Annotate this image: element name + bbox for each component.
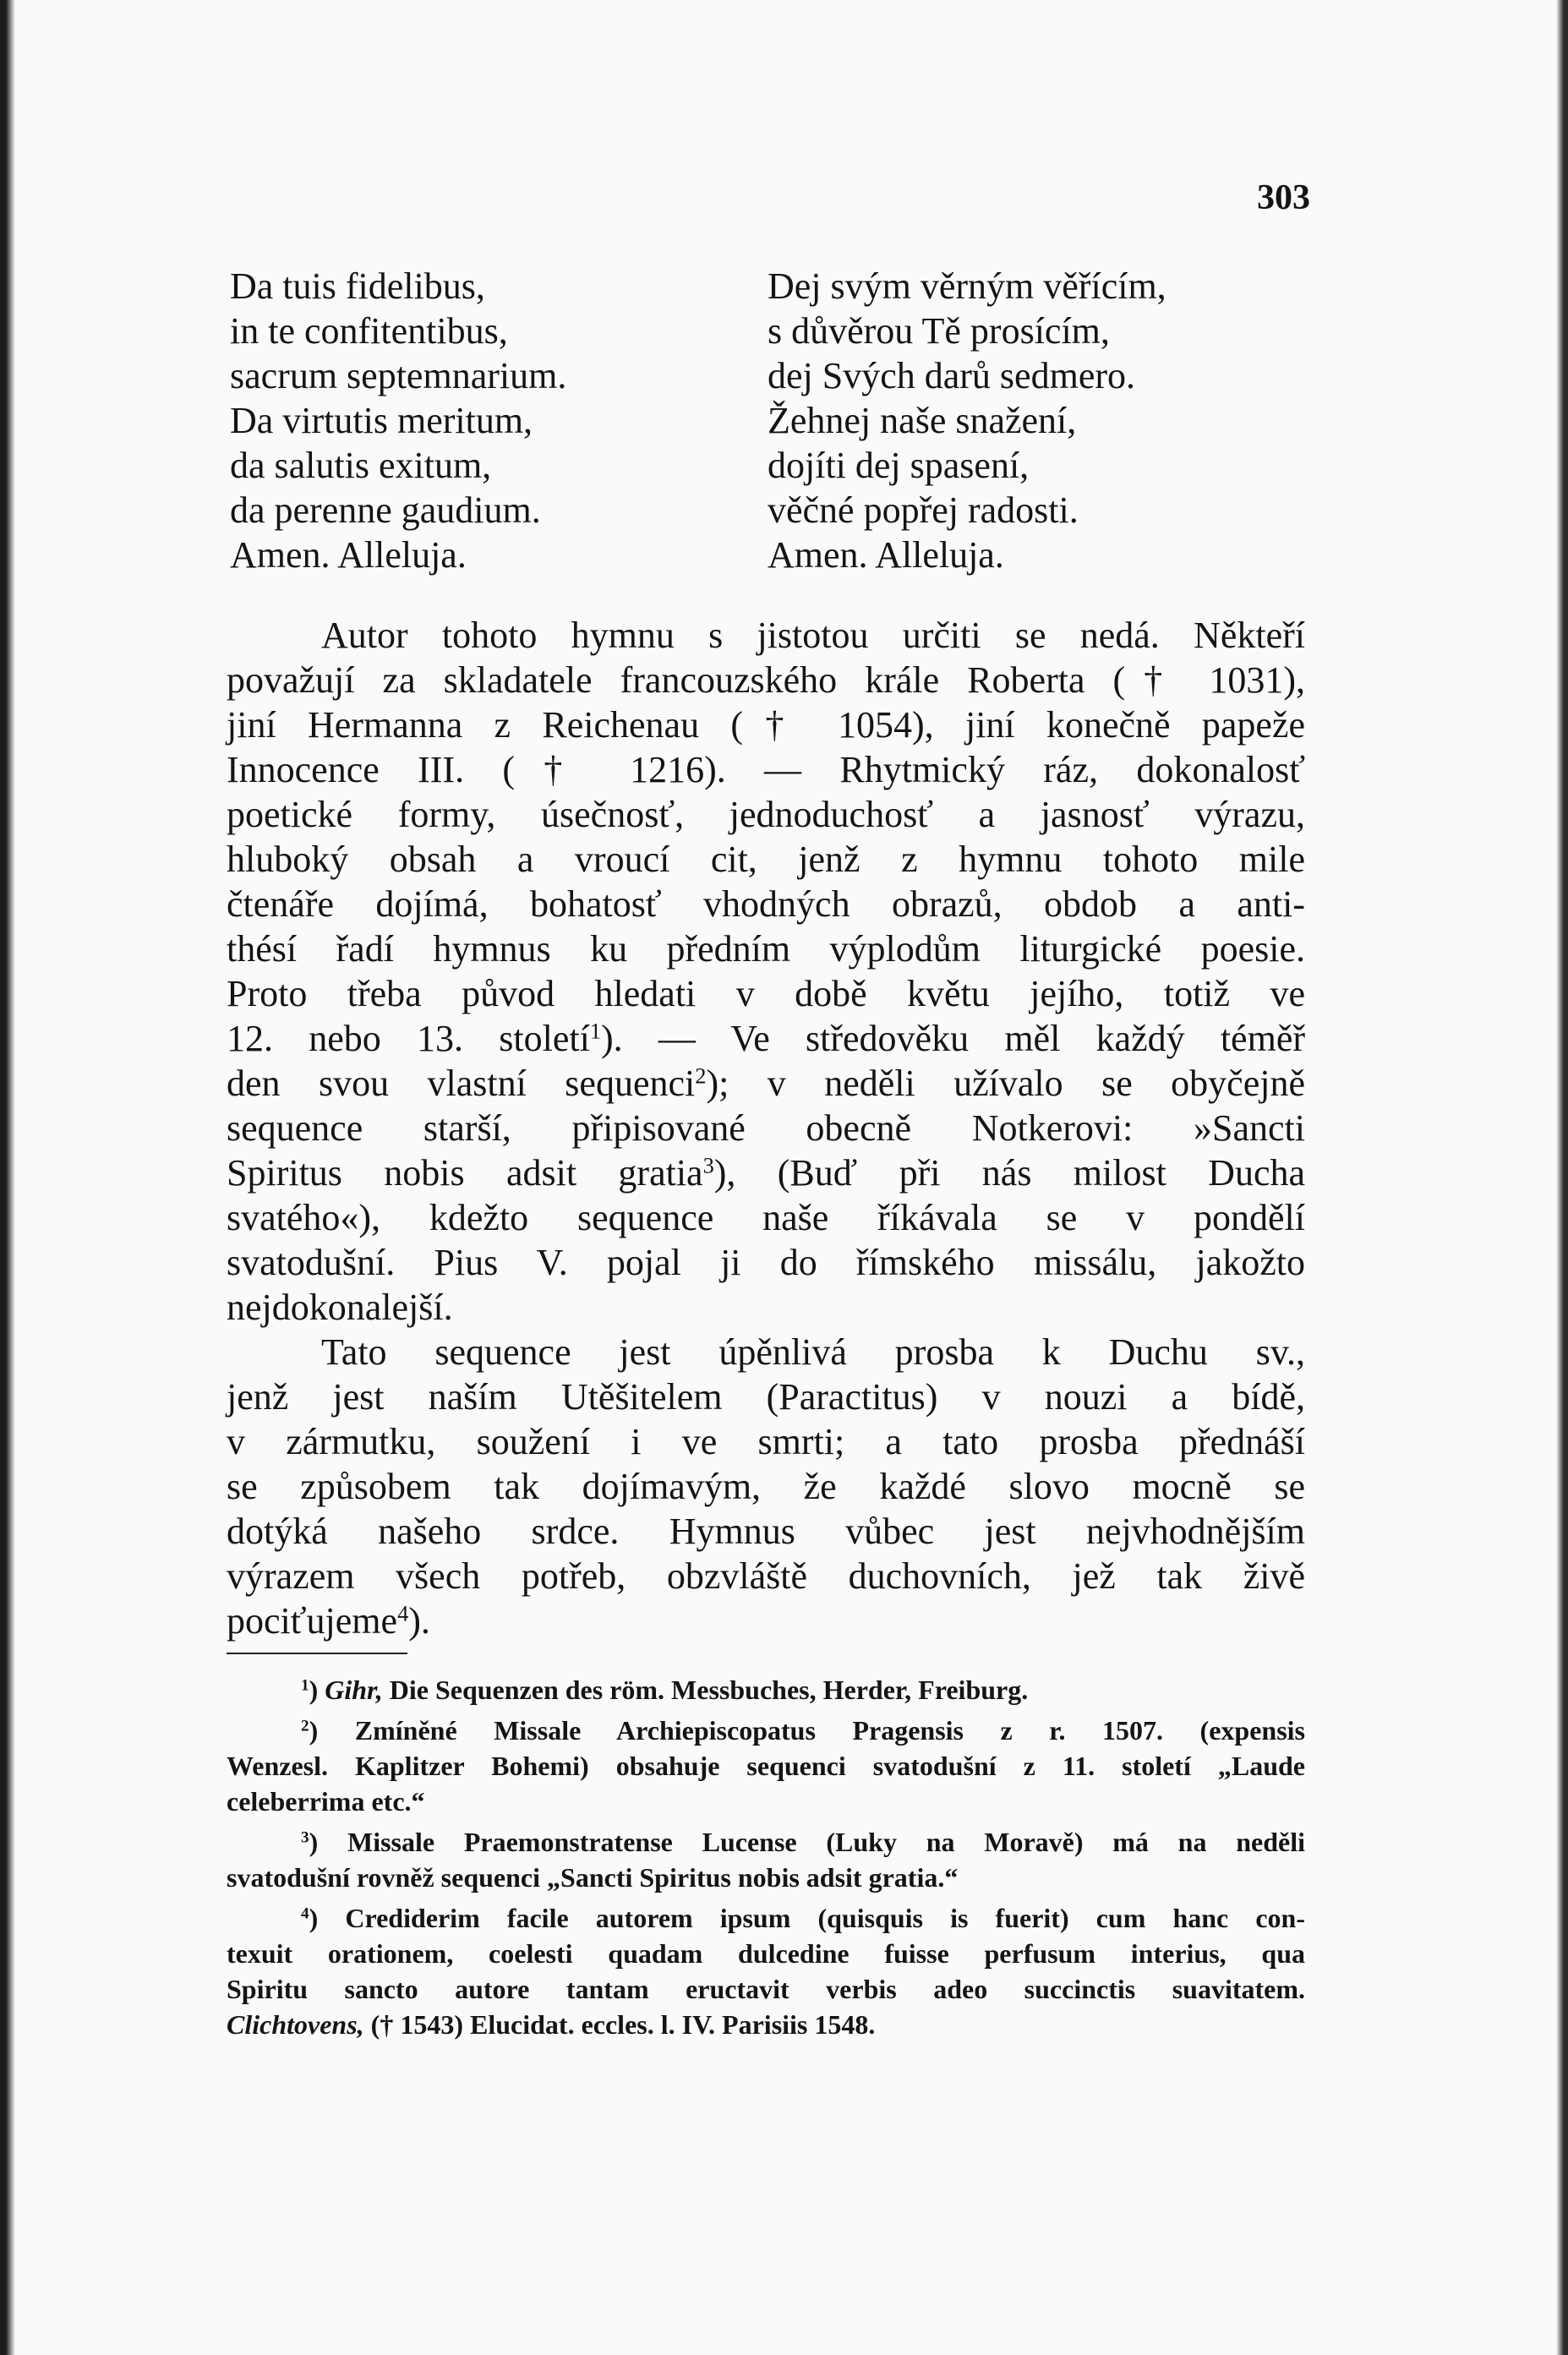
footnote-3-line: svatodušní rovněž sequenci „Sancti Spiritus nobis adsit gratia.“ (227, 1862, 959, 1893)
paragraph-1-line: Spiritus nobis adsit gratia$^3$), (Buď při nás milost Ducha (227, 1152, 1306, 1194)
paragraph-1-line: Innocence III. († 1216). — Rhytmický ráz, dokonalosť (227, 749, 1305, 790)
footnote-1: $^1$) Gihr, Die Sequenzen des röm. Messbuches, Herder, Freiburg. (301, 1675, 1029, 1705)
paragraph-1-line: považují za skladatele francouzského krále Roberta († 1031), (227, 659, 1305, 701)
footnote-2-line: celeberrima etc.“ (227, 1786, 425, 1817)
latin-line: in te confitentibus, (230, 310, 508, 352)
paragraph-2-line: jenž jest naším Utěšitelem (Paractitus) v nouzi a bídě, (227, 1376, 1305, 1418)
footnote-divider (227, 1653, 407, 1654)
paragraph-1-line: 12. nebo 13. století$^1$). — Ve středověku měl každý téměř (227, 1018, 1305, 1059)
footnote-ref-4[interactable]: 4 (397, 1600, 409, 1626)
footnote-ref-1[interactable]: 1 (589, 1018, 602, 1044)
paragraph-2-line: výrazem všech potřeb, obzvláště duchovních, jež tak živě (227, 1555, 1305, 1597)
footnote-2-mark: 2 (301, 1717, 309, 1735)
latin-line: Da tuis fidelibus, (230, 265, 485, 307)
paragraph-1-line: poetické formy, úsečnosť, jednoduchosť a jasnosť výrazu, (227, 794, 1305, 835)
paragraph-2-line: se způsobem tak dojímavým, že každé slovo mocně se (227, 1466, 1305, 1507)
footnote-3: $^3$) Missale Praemonstratense Lucense (Luky na Moravě) má na neděli (301, 1827, 1305, 1857)
paragraph-1-line: Autor tohoto hymnu s jistotou určiti se nedá. Někteří (321, 615, 1305, 656)
paragraph-1-line: thésí řadí hymnus ku předním výplodům liturgické poesie. (227, 928, 1305, 970)
scan-left-edge (0, 0, 15, 2355)
czech-line: Amen. Alleluja. (768, 534, 1004, 576)
paragraph-2-line: v zármutku, soužení i ve smrti; a tato prosba přednáší (227, 1421, 1305, 1462)
paragraph-2-line: Tato sequence jest úpěnlivá prosba k Duchu sv., (321, 1331, 1305, 1373)
hymn-latin-column (230, 264, 566, 577)
latin-line: da salutis exitum, (230, 445, 492, 486)
scan-right-edge (1556, 0, 1568, 2355)
paragraph-1-line: den svou vlastní sequenci$^2$); v neděli užívalo se obyčejně (227, 1063, 1305, 1104)
footnote-2: $^2$) Zmíněné Missale Archiepiscopatus Pragensis z r. 1507. (expensis (301, 1715, 1305, 1746)
latin-line: sacrum septemnarium. (230, 355, 567, 396)
paragraph-1-line: jiní Hermanna z Reichenau († 1054), jiní konečně papeže (227, 704, 1305, 746)
czech-line: věčné popřej radosti. (768, 489, 1079, 531)
paragraph-1-line: čtenáře dojímá, bohatosť vhodných obrazů, obdob a anti- (227, 883, 1305, 925)
footnote-4-line: Spiritu sancto autore tantam eructavit verbis adeo succinctis suavitatem. (227, 1974, 1305, 2004)
footnote-3-mark: 3 (301, 1828, 309, 1847)
czech-line: dojíti dej spasení, (768, 445, 1030, 486)
footnote-ref-3[interactable]: 3 (702, 1152, 714, 1178)
paragraph-2-line: dotýká našeho srdce. Hymnus vůbec jest nejvhodnějším (227, 1511, 1305, 1552)
czech-line: Žehnej naše snažení, (768, 400, 1077, 441)
czech-line: dej Svých darů sedmero. (768, 355, 1135, 396)
footnote-1-mark: 1 (301, 1676, 309, 1695)
latin-line: da perenne gaudium. (230, 489, 541, 531)
paragraph-1-line: nejdokonalejší. (227, 1287, 453, 1328)
body-text (227, 613, 1305, 1643)
paragraph-1-line: Proto třeba původ hledati v době květu jejího, totiž ve (227, 973, 1305, 1014)
footnote-ref-2[interactable]: 2 (695, 1063, 707, 1089)
latin-line: Da virtutis meritum, (230, 400, 533, 441)
hymn-czech-column (768, 264, 1166, 577)
footnotes (227, 1672, 1305, 2042)
footnote-4: $^4$) Crediderim facile autorem ipsum (quisquis is fuerit) cum hanc con- (301, 1903, 1305, 1933)
footnote-2-line: Wenzesl. Kaplitzer Bohemi) obsahuje sequenci svatodušní z 11. století „Laude (227, 1751, 1305, 1781)
paragraph-1-line: sequence starší, připisované obecně Notkerovi: »Sancti (227, 1107, 1305, 1149)
paragraph-1-line: svatodušní. Pius V. pojal ji do římského missálu, jakožto (227, 1242, 1305, 1283)
paragraph-2-line: pociťujeme$^4$). (227, 1600, 430, 1642)
page-number: 303 (1257, 178, 1310, 217)
footnote-4-line: Clichtovens, († 1543) Elucidat. eccles. l. IV. Parisiis 1548. (227, 2009, 876, 2040)
paragraph-1-line: hluboký obsah a vroucí cit, jenž z hymnu tohoto mile (227, 839, 1305, 880)
footnote-4-line: texuit orationem, coelesti quadam dulcedine fuisse perfusum interius, qua (227, 1938, 1305, 1969)
latin-line: Amen. Alleluja. (230, 534, 467, 576)
footnote-4-mark: 4 (301, 1904, 309, 1923)
paragraph-1-line: svatého«), kdežto sequence naše říkávala se v pondělí (227, 1197, 1305, 1238)
czech-line: s důvěrou Tě prosícím, (768, 310, 1110, 352)
czech-line: Dej svým věrným věřícím, (768, 265, 1166, 307)
